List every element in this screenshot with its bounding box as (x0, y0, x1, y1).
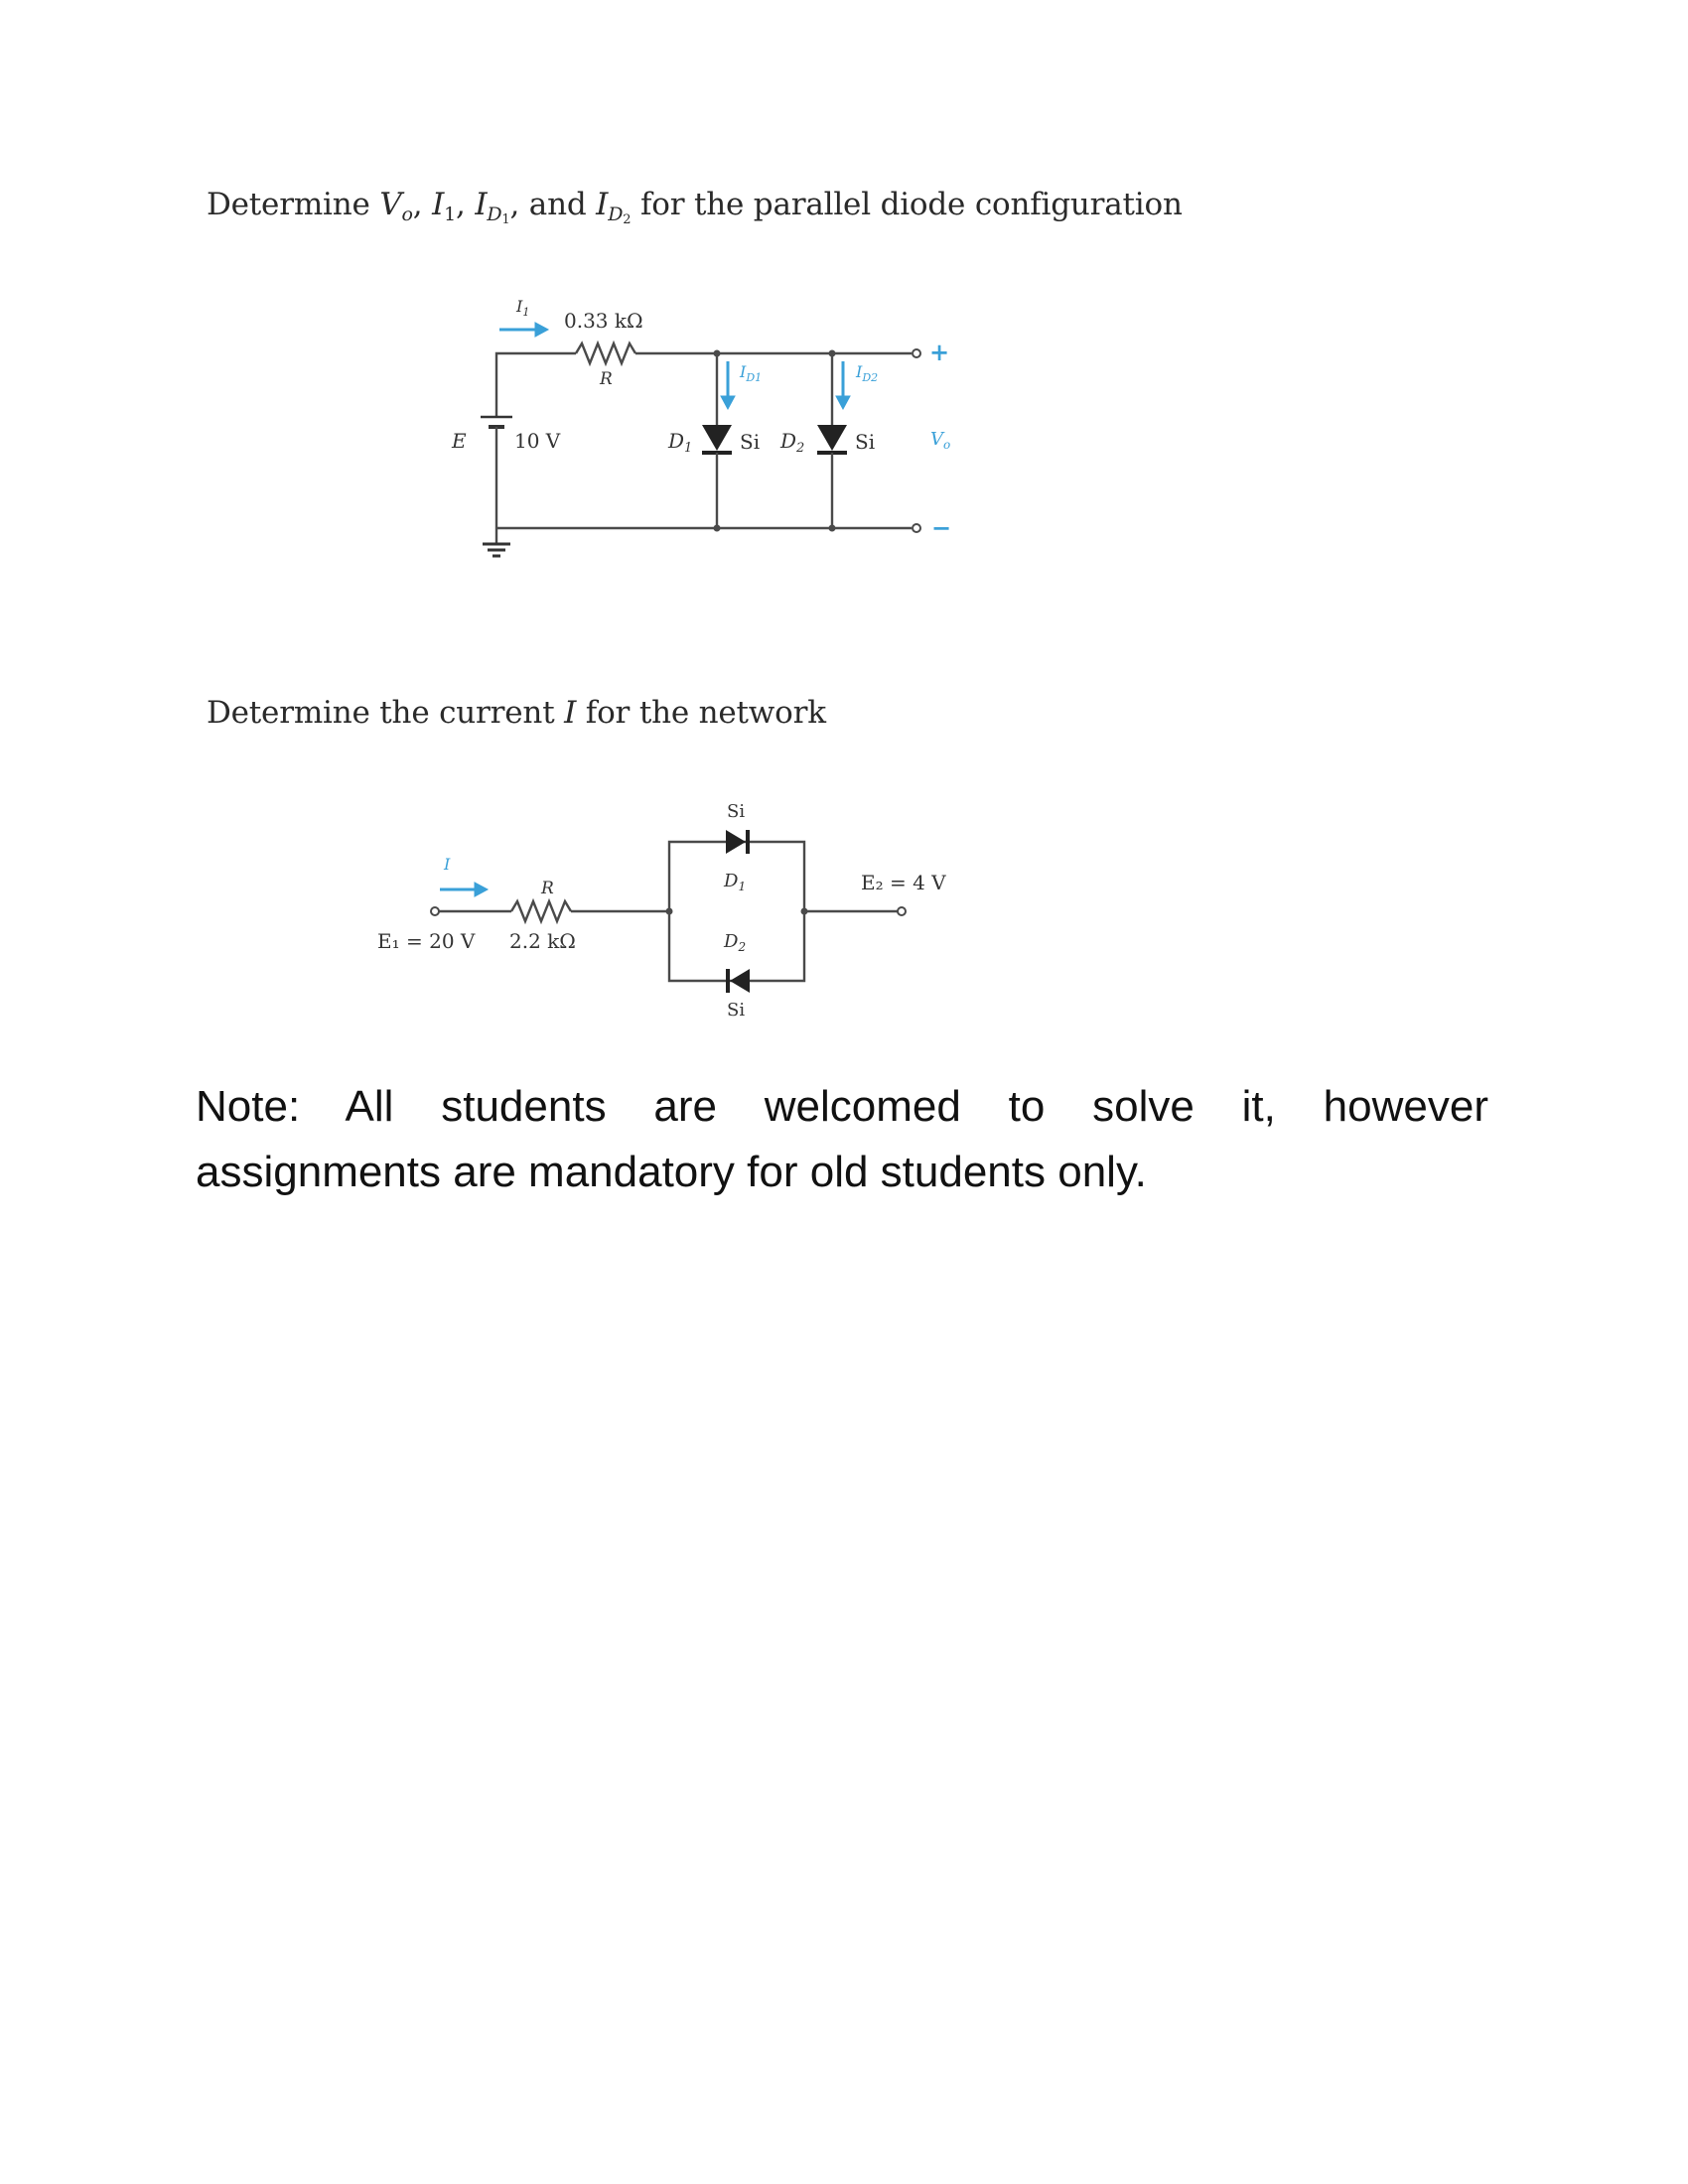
resistor-r-label: R (600, 369, 613, 389)
q1-suffix: for the parallel diode configuration (631, 187, 1183, 222)
resistor2-zigzag (511, 901, 571, 921)
id2-label: $I_{D2}$ (856, 362, 879, 384)
q2-suffix: for the network (576, 695, 826, 731)
q1-id1-sub: D (487, 204, 502, 225)
e1-value-label: E₁ = 20 V (377, 929, 476, 953)
q1-id2-sub: D (608, 204, 624, 225)
output-wire (804, 907, 906, 915)
d1-label: $D_1$ (668, 429, 693, 456)
note-paragraph: Note: All students are welcomed to solve it, however assignments are mandatory for old students only. (196, 1082, 1501, 1196)
q1-id2-subsub: 2 (623, 212, 632, 227)
q2-var: I (564, 695, 577, 731)
d2-label: $D_2$ (724, 931, 747, 954)
q1-i1: I (432, 187, 445, 222)
d2-type-label: Si (855, 430, 876, 454)
q1-prefix: Determine (207, 187, 380, 222)
d2-type-label: Si (727, 1000, 746, 1021)
r2-value-label: 2.2 kΩ (509, 929, 576, 953)
r-label: R (541, 879, 554, 898)
i1-label: $I_1$ (516, 297, 530, 319)
q1-vo: V (379, 187, 402, 222)
i-label: I (444, 855, 451, 874)
d1-type-label: Si (740, 430, 761, 454)
diode-box (669, 842, 804, 981)
q1-sep3: , and (509, 187, 597, 222)
vo-label: $V_o$ (930, 429, 951, 452)
d1-type-label: Si (727, 801, 746, 822)
e2-value-label: E₂ = 4 V (861, 871, 946, 894)
source-value-label: 10 V (514, 429, 561, 453)
output-minus-label: − (931, 513, 952, 542)
source-e-label: E (452, 429, 467, 453)
q1-id1: I (475, 187, 488, 222)
q2-prefix: Determine the current (207, 695, 565, 731)
q1-i1-sub: 1 (444, 204, 456, 225)
input-wire (431, 901, 669, 921)
q1-id2: I (596, 187, 609, 222)
diode-d2 (728, 969, 750, 993)
q1-sep2: , (456, 187, 476, 222)
current-arrow-i (440, 883, 488, 896)
output-plus-label: + (929, 338, 950, 366)
d2-label: $D_2$ (780, 429, 805, 456)
resistor-value-label: 0.33 kΩ (564, 309, 643, 333)
id1-label: $I_{D1}$ (740, 362, 763, 384)
q1-id1-subsub: 1 (501, 212, 510, 227)
q1-vo-sub: o (401, 204, 413, 225)
d1-label: $D_1$ (724, 871, 747, 893)
diode-d1 (726, 830, 748, 854)
q1-sep1: , (412, 187, 433, 222)
